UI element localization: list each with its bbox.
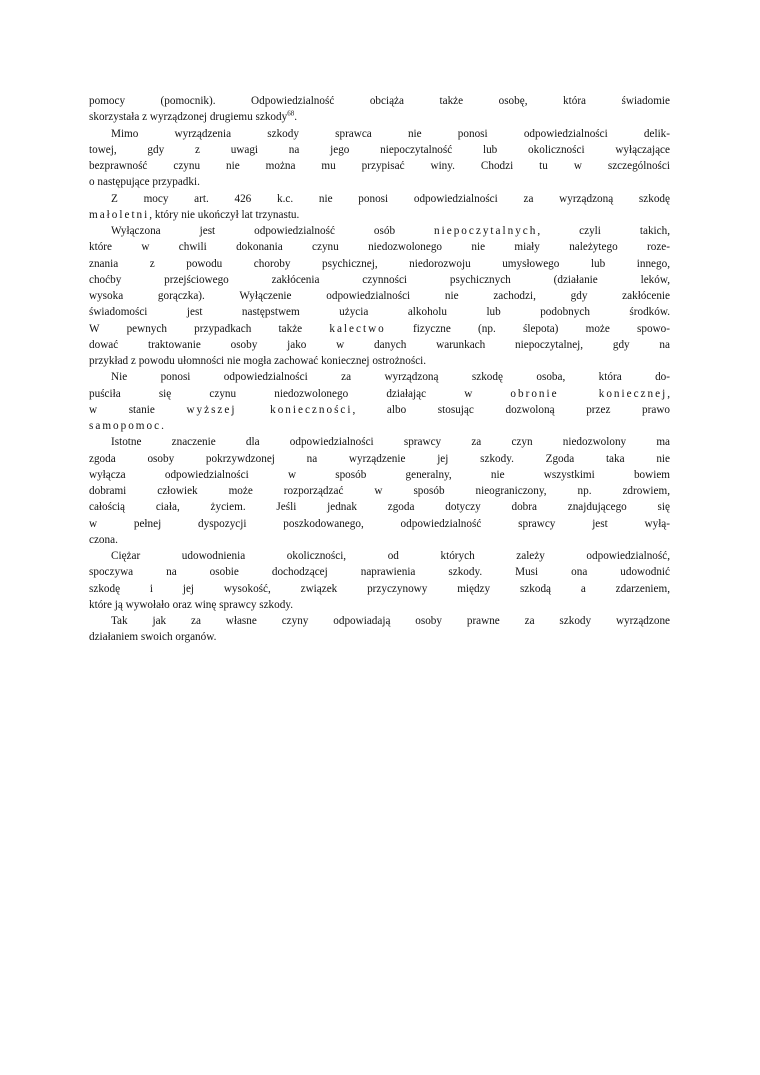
text-run: czona. [89, 533, 118, 546]
spaced-emphasis: kalectwo [329, 322, 386, 335]
text-run: wyłącza odpowiedzialności w sposób generalny, nie wszystkimi bowiem [89, 468, 670, 481]
text-run: bezprawność czynu nie można mu przypisać winy. Chodzi tu w szczególności [89, 160, 670, 172]
spaced-emphasis: wyższej konieczności [186, 403, 353, 416]
text-run: Tak jak za własne czyny odpowiadają osoby prawne za szkody wyrządzone [111, 615, 670, 627]
text-line [89, 402, 670, 418]
text-run: dobrami człowiek może rozporządzać w sposób nieograniczony, np. zdrowiem, [89, 485, 670, 497]
text-line [89, 93, 670, 109]
text-run: puściła się czynu niedozwolonego działając w [89, 387, 473, 400]
spaced-emphasis: obronie koniecznej [510, 387, 668, 400]
text-run: które w chwili dokonania czynu niedozwolonego nie miały należytego roze- [89, 241, 670, 254]
text-line [89, 451, 670, 467]
text-run: towej, gdy z uwagi na jego niepoczytalność lub okoliczności wyłączające [89, 143, 670, 156]
text-line [89, 483, 670, 499]
text-line [89, 288, 670, 304]
text-run: o następujące przypadki. [89, 176, 200, 189]
text-line [89, 467, 670, 483]
text-run: dować traktowanie osoby jako w danych warunkach niepoczytalnej, gdy na [89, 338, 670, 351]
text-run: pomocy (pomocnik). Odpowiedzialność obciąża także osobę, która świadomie [89, 95, 670, 107]
text-run: zgoda osoby pokrzywdzonej na wyrządzenie jej szkody. Zgoda taka nie [89, 452, 670, 465]
spaced-emphasis: małoletni [89, 208, 150, 221]
text-run: Wyłączona jest odpowiedzialność osób [111, 225, 396, 237]
text-run: w pełnej dyspozycji poszkodowanego, odpowiedzialność sprawcy jest wyłą- [89, 517, 670, 530]
text-run: Mimo wyrządzenia szkody sprawca nie ponosi odpowiedzialności delik- [111, 127, 670, 140]
text-line [89, 434, 670, 450]
spaced-emphasis: niepoczytalnych [434, 225, 538, 237]
text-line [89, 191, 670, 207]
text-run: znania z powodu choroby psychicznej, niedorozwoju umysłowego lub innego, [89, 257, 670, 270]
text-line [89, 516, 670, 532]
text-run: Z mocy art. 426 k.c. nie ponosi odpowiedzialności za wyrządzoną szkodę [111, 192, 670, 205]
text-line [89, 142, 670, 158]
text-line [89, 174, 670, 190]
text-run: skorzystała z wyrządzonej drugiemu szkody [89, 111, 288, 124]
text-line [89, 564, 670, 580]
text-line [89, 581, 670, 597]
text-line [89, 548, 670, 564]
text-line [89, 321, 670, 337]
text-run: które ją wywołało oraz winę sprawcy szkody. [89, 598, 294, 611]
text-run: szkodę i jej wysokość, związek przyczynowy między szkodą a zdarzeniem, [89, 582, 670, 595]
text-line [89, 126, 670, 142]
text-line [89, 158, 670, 174]
text-line [89, 499, 670, 515]
text-line [89, 353, 670, 369]
document-page [89, 93, 670, 646]
text-run: Istotne znaczenie dla odpowiedzialności sprawcy za czyn niedozwolony ma [111, 436, 670, 449]
text-line [89, 613, 670, 629]
text-run: świadomości jest następstwem użycia alkoholu lub podobnych środków. [89, 306, 670, 319]
text-run: w stanie [89, 403, 155, 416]
text-line [89, 109, 670, 125]
text-run: działaniem swoich organów. [89, 631, 217, 644]
text-run: przykład z powodu ułomności nie mogła zachować koniecznej ostrożności. [89, 355, 427, 367]
text-line [89, 386, 670, 402]
text-line [89, 304, 670, 320]
text-run: Ciężar udowodnienia okoliczności, od których zależy odpowiedzialność, [111, 550, 670, 562]
text-line [89, 629, 670, 645]
text-run: wysoka gorączka). Wyłączenie odpowiedzialności nie zachodzi, gdy zakłócenie [89, 290, 670, 302]
text-run: spoczywa na osobie dochodzącej naprawienia szkody. Musi ona udowodnić [89, 566, 670, 579]
text-line [89, 207, 670, 223]
text-run: . [161, 420, 164, 432]
footnote-ref: 68 [287, 109, 295, 118]
text-run: , czyli takich, [537, 225, 671, 237]
text-line [89, 256, 670, 272]
text-run: choćby przejściowego zakłócenia czynności psychicznych (działanie leków, [89, 273, 670, 286]
spaced-emphasis: samopomoc [89, 420, 162, 432]
text-run: , który nie ukończył lat trzynastu. [149, 208, 300, 221]
text-run: całością ciała, życiem. Jeśli jednak zgoda dotyczy dobra znajdującego się [89, 501, 670, 514]
text-run: . [294, 111, 297, 124]
text-line [89, 532, 670, 548]
text-line [89, 369, 670, 385]
text-line [89, 597, 670, 613]
text-line [89, 337, 670, 353]
text-run: W pewnych przypadkach także [89, 322, 303, 335]
text-line [89, 223, 670, 239]
text-line [89, 418, 670, 434]
text-run: fizyczne (np. ślepota) może spowo- [385, 322, 670, 335]
text-run: Nie ponosi odpowiedzialności za wyrządzoną szkodę osoba, która do- [111, 371, 670, 384]
text-line [89, 272, 670, 288]
text-run: , [667, 387, 670, 400]
text-line [89, 239, 670, 255]
text-run: , albo stosując dozwoloną przez prawo [352, 403, 670, 416]
